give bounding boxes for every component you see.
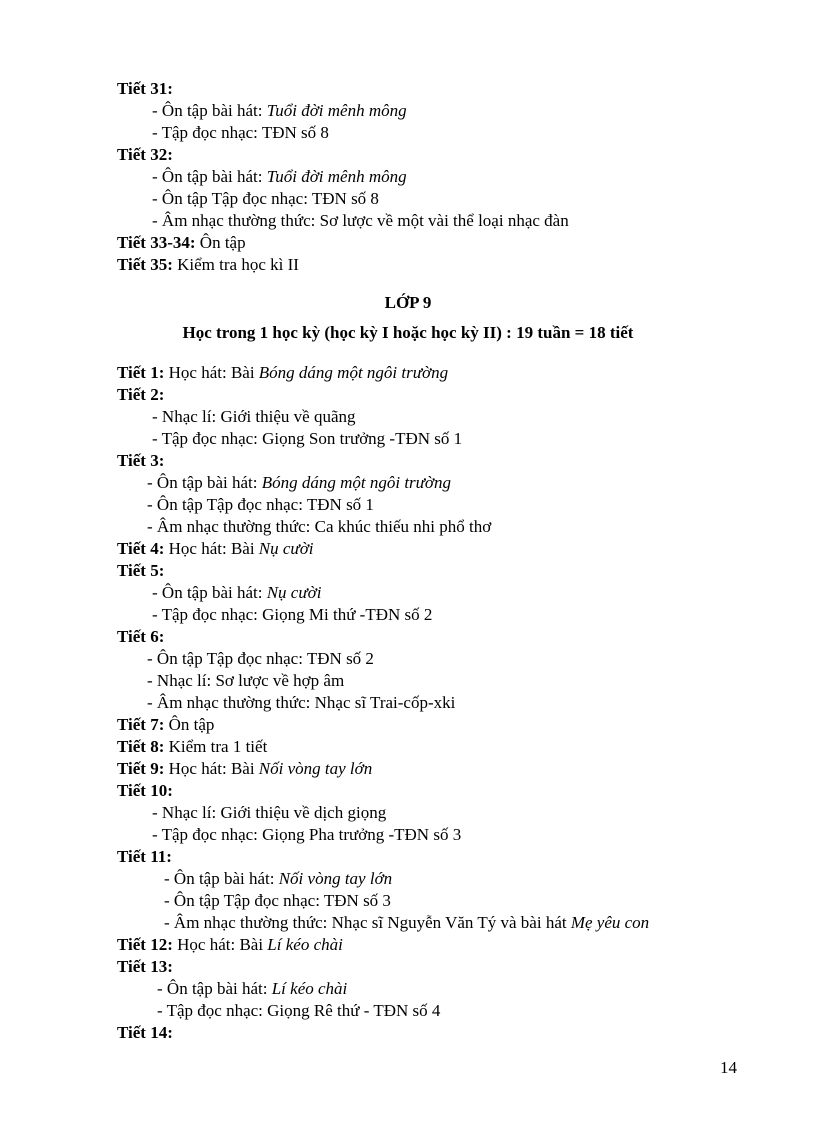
lesson-item: - Tập đọc nhạc: Giọng Mi thứ -TĐN số 2 [152, 605, 433, 624]
lesson-heading: Tiết 6: [117, 627, 165, 646]
lesson-heading: Tiết 11: [117, 847, 172, 866]
lesson-item: - Ôn tập Tập đọc nhạc: TĐN số 3 [164, 891, 391, 910]
lesson-heading: Tiết 31: [117, 79, 173, 98]
lesson-heading: Tiết 10: [117, 781, 173, 800]
lesson-item: - Nhạc lí: Giới thiệu về dịch giọng [152, 803, 387, 822]
lesson-item: - Ôn tập bài hát: Bóng dáng một ngôi trường [147, 473, 452, 492]
lesson-line: Tiết 8: Kiểm tra 1 tiết [117, 737, 268, 756]
lesson-item: - Ôn tập bài hát: Lí kéo chài [157, 979, 348, 998]
lesson-heading: Tiết 32: [117, 145, 173, 164]
lesson-line: Tiết 35: Kiểm tra học kì II [117, 255, 299, 274]
lesson-item: - Ôn tập bài hát: Tuổi đời mênh mông [152, 167, 407, 186]
lesson-item: - Nhạc lí: Sơ lược về hợp âm [147, 671, 345, 690]
lesson-item: - Tập đọc nhạc: TĐN số 8 [152, 123, 329, 142]
lesson-item: - Tập đọc nhạc: Giọng Pha trưởng -TĐN số 3 [152, 825, 462, 844]
lesson-heading: Tiết 5: [117, 561, 165, 580]
lesson-item: - Âm nhạc thường thức: Sơ lược về một vài thể loại nhạc đàn [152, 211, 569, 230]
lesson-heading: Tiết 2: [117, 385, 165, 404]
lesson-line: Tiết 33-34: Ôn tập [117, 233, 246, 252]
grade-title: LỚP 9 [384, 293, 432, 312]
lesson-item: - Ôn tập bài hát: Tuổi đời mênh mông [152, 101, 407, 120]
lesson-heading: Tiết 3: [117, 451, 165, 470]
lesson-item: - Âm nhạc thường thức: Ca khúc thiếu nhi phổ thơ [147, 517, 492, 536]
lesson-heading: Tiết 13: [117, 957, 173, 976]
lesson-item: - Âm nhạc thường thức: Nhạc sĩ Trai-cốp-xki [147, 693, 456, 712]
lesson-item: - Ôn tập Tập đọc nhạc: TĐN số 8 [152, 189, 379, 208]
lesson-item: - Tập đọc nhạc: Giọng Rê thứ - TĐN số 4 [157, 1001, 441, 1020]
grade-subtitle: Học trong 1 học kỳ (học kỳ I hoặc học kỳ II) : 19 tuần = 18 tiết [182, 323, 634, 342]
lesson-line: Tiết 1: Học hát: Bài Bóng dáng một ngôi trường [117, 363, 449, 382]
lesson-item: - Tập đọc nhạc: Giọng Son trưởng -TĐN số 1 [152, 429, 463, 448]
lesson-line: Tiết 9: Học hát: Bài Nối vòng tay lớn [117, 759, 373, 778]
lesson-item: - Ôn tập Tập đọc nhạc: TĐN số 2 [147, 649, 374, 668]
page-number: 14 [720, 1058, 737, 1077]
lesson-line: Tiết 7: Ôn tập [117, 715, 215, 734]
lesson-item: - Ôn tập bài hát: Nụ cười [152, 583, 322, 602]
lesson-line: Tiết 4: Học hát: Bài Nụ cười [117, 539, 314, 558]
lesson-item: - Ôn tập Tập đọc nhạc: TĐN số 1 [147, 495, 374, 514]
lesson-item: - Nhạc lí: Giới thiệu về quãng [152, 407, 356, 426]
lesson-item: - Âm nhạc thường thức: Nhạc sĩ Nguyễn Văn Tý và bài hát Mẹ yêu con [164, 913, 650, 932]
lesson-heading: Tiết 14: [117, 1023, 173, 1042]
lesson-item: - Ôn tập bài hát: Nối vòng tay lớn [164, 869, 393, 888]
lesson-line: Tiết 12: Học hát: Bài Lí kéo chài [117, 935, 343, 954]
